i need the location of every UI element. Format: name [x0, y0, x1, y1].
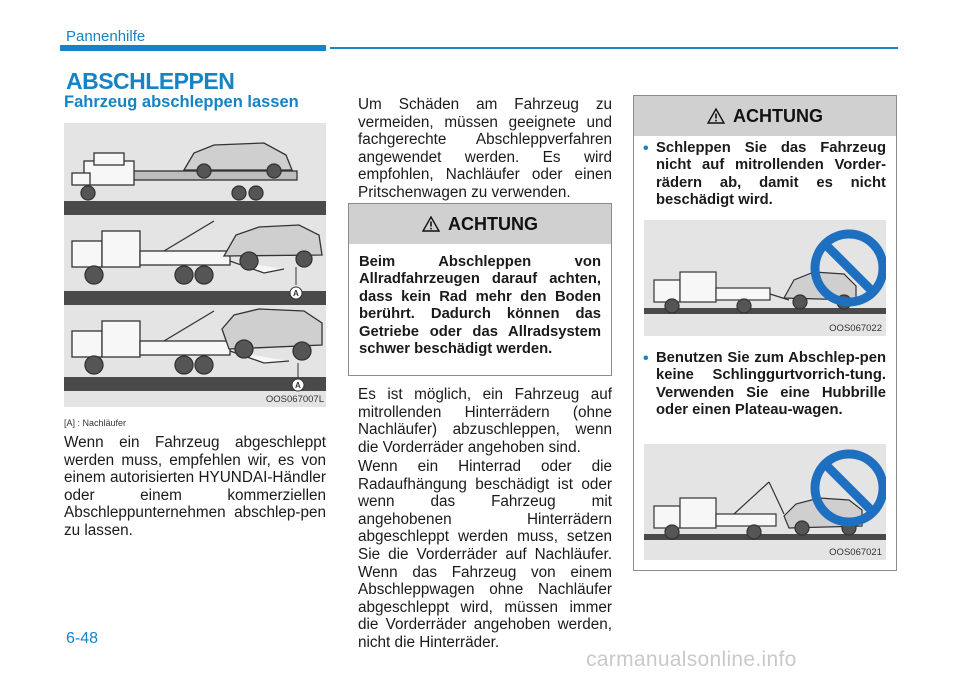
- towing-methods-illustration: [64, 123, 326, 407]
- wheel-lift-truck: [72, 221, 322, 284]
- bullet-item-2: [643, 350, 886, 420]
- tow-trucks-figure: [64, 123, 326, 407]
- tow-prohibited-figure-2: [644, 444, 886, 560]
- figure-no-front-wheels: [644, 220, 886, 336]
- warning-title: ACHTUNG: [448, 213, 538, 234]
- wrecker-truck: [72, 309, 322, 374]
- tow-prohibited-figure-1: [644, 220, 886, 336]
- warning-header-right: [634, 96, 896, 136]
- paragraph-dolly: Wenn ein Hinterrad oder die Radaufhängung beschädigt ist oder wenn das Fahrzeug mit angehobenen Hinterrädern abgeschleppt werden muss, setzen Sie die Vorderräder auf Nachläufer. Wenn das Fahrzeug von einem Abschleppwagen ohne Nachläufer abgeschleppt wird, müssen immer die Vorderräder angehoben werden, nicht die Hinterräder.: [358, 458, 612, 651]
- warning-text: Beim Abschleppen von Allradfahrzeugen darauf achten, dass kein Rad mehr den Boden berührt. Dadurch können das Getriebe oder das Allradsystem schwer beschädigt werden.: [359, 254, 601, 358]
- figure-no-sling: [644, 444, 886, 560]
- figure-caption: [A] : Nachläufer: [64, 418, 127, 428]
- dolly-a-label-1: A: [293, 289, 299, 298]
- section-label: Pannenhilfe: [66, 28, 146, 45]
- figure-code-2: OOS067021: [829, 547, 882, 558]
- bullet-text-1: Schleppen Sie das Fahrzeug nicht auf mitrollenden Vorder-rädern ab, damit es nicht beschädigt wird.: [656, 140, 886, 209]
- warning-title-right: ACHTUNG: [733, 105, 823, 126]
- warning-triangle-icon: [422, 216, 440, 232]
- header-bar-left: [60, 45, 326, 51]
- figure-code-left: OOS067007L: [265, 394, 324, 405]
- paragraph-rear-wheels: Es ist möglich, ein Fahrzeug auf mitrollenden Hinterrädern (ohne Nachläufer) abzuschleppen, wenn die Vorderräder angehoben sind.: [358, 386, 612, 456]
- page-subtitle: Fahrzeug abschleppen lassen: [64, 93, 299, 111]
- left-paragraph: Wenn ein Fahrzeug abgeschleppt werden muss, empfehlen wir, es von einem autorisierten HYUNDAI-Händler oder einem kommerziellen Abschleppunternehmen abschlep-pen zu lassen.: [64, 434, 326, 539]
- dolly-a-label-2: A: [295, 381, 301, 390]
- intro-paragraph: Um Schäden am Fahrzeug zu vermeiden, müssen geeignete und fachgerechte Abschleppverfahren angewendet werden. Es wird empfohlen, Nachläufer oder einen Pritschenwagen zu verwenden.: [358, 96, 612, 201]
- bullet-dot: •: [643, 140, 649, 157]
- page-number: 6-48: [66, 630, 99, 647]
- watermark: carmanualsonline.info: [586, 648, 797, 671]
- page-title: ABSCHLEPPEN: [66, 68, 235, 94]
- flatbed-truck: [72, 143, 297, 200]
- warning-header: [349, 204, 611, 244]
- warning-box-awd: [348, 203, 612, 376]
- warning-triangle-icon: [707, 108, 725, 124]
- warning-box-right: [633, 95, 897, 571]
- figure-code-1: OOS067022: [829, 323, 882, 334]
- bullet-dot: •: [643, 350, 649, 367]
- header-rule: [330, 47, 898, 49]
- bullet-text-2: Benutzen Sie zum Abschlep-pen keine Schlinggurtvorrich-tung. Verwenden Sie eine Hubbrille oder einen Plateau-wagen.: [656, 350, 886, 419]
- bullet-item-1: [643, 140, 886, 210]
